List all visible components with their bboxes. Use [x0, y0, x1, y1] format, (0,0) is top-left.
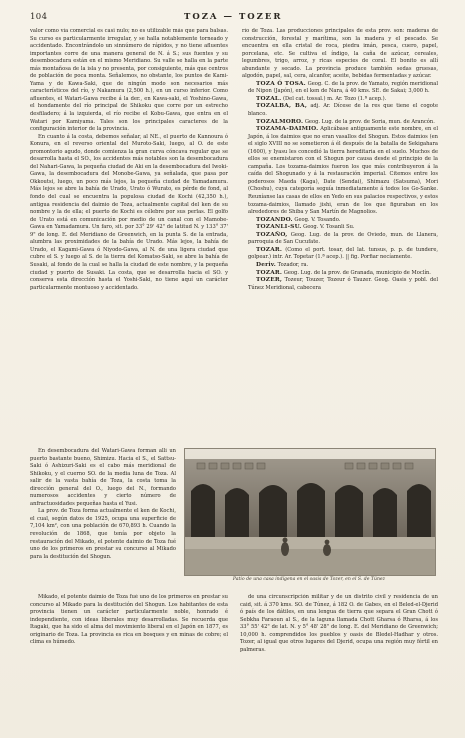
- running-title: TOZA — TOZER: [184, 12, 283, 22]
- bottom-right-text: de una circunscripción militar y de un distrito civil y residencia de un caid, sit. á 370 kms. SO. de Túnez, á 182 O. de Gabes, en el Beled-el-Djerid ó país de los dátiles, en una lengua de tierra que separa el Gran Chott ó Sebkha Faraoun al S., de la laguna llamada Chott Gharsa ó Rharsa, á los 33° 55' 42" de lat. N. y 5° 48' 28" de long. E. del Meridiano de Greenwich; 10,000 h. comprendidos los pueblos y oasis de Bledel-Hadhar y otros. Tozer, al igual que otros lugares del Djerid, ocupa una región muy fértil en palmeras.: [240, 594, 438, 653]
- courtyard-photo: [184, 448, 436, 576]
- dictionary-entry: [242, 217, 438, 225]
- bottom-columns: [30, 594, 438, 704]
- entry-headword: TOZAÑO,: [256, 231, 288, 238]
- entry-headword: TOZA Ó TOSA.: [256, 80, 306, 87]
- entry-definition: Geog. Lug. de la prov. de Soria, mun. de Arancón.: [304, 118, 435, 125]
- dictionary-entry: [242, 262, 438, 270]
- bottom-right-column: [240, 594, 438, 704]
- entry-headword: Deriv.: [256, 261, 276, 268]
- entry-definition: Tozador, ra.: [277, 261, 309, 268]
- entry-definition: (Como el port. tosar, del lat. tunsus, p. p. de tundere, golpear.) intr. Ar. Topetar (1.ª acep.). || fig. Porfiar necíamente.: [248, 246, 438, 261]
- dictionary-entry: [242, 277, 438, 292]
- page-header: [30, 10, 435, 24]
- entry-definition: (Del cat. tossal.) m. Ar. Tozo (1.ª acep.).: [283, 95, 387, 102]
- right-column: [242, 28, 438, 440]
- entry-headword: TOZANDO.: [256, 216, 293, 223]
- entry-definition: adj. Ar. Dícese de la res que tiene el cogote blanco.: [248, 103, 438, 118]
- entry-definition: Geog. V. Tosanli Su.: [303, 224, 355, 231]
- left-paragraph-1: valor como vía comercial es casi nulo; no es utilizable más que para balsas. Su curso es particularmente irregular, y se halla notablemente torneado y accidentado. Encontrándolo un sinnúmero de rápidos, y no tiene afluentes importantes corre de una manera general de N. á S.; sus fuentes y su desembocadura están en el mismo Meridiano. Su valle se halla en la parte más montañosa de la isla y no presenta, por consiguiente, más que centros de población de poca monta. Señalemos, no obstante, los puntos de Kami-Yama y de Kawa-Saki, que de ningún modo son necesarios más característicos del río, y Nakamura (2,500 h.), en un curso inferior. Como afluentes, el Watari-Gawa recibe á la der., en Kawa-saki, el Yoshino-Gawa, el hondamente del río principal de Shikoku que corre por un estrecho desfiladero; á la izquierda, el río recibe el Kobu-Gawa, que entra en el Watari por Kamiyama. Tales son los principales caracteres de la configuración interior de la provincia.: [30, 28, 228, 133]
- left-bottom-paragraph-2: La prov. de Toza forma actualmente el ken de Kochi, el cual, según datos de 1925, ocupa una superficie de 7,104 km², con una población de 670,893 h. Cuando la revolución de 1868, que tenía por objeto la restauración del Mikado, el potente daimio de Toza fué uno de los primeros en prestar su concurso al Mikado para la destitución del Shogun.: [30, 508, 176, 560]
- left-bottom-column: [30, 448, 176, 594]
- left-column: [30, 28, 228, 446]
- entry-headword: TOZALMORO.: [256, 118, 304, 125]
- entry-headword: TOZER,: [256, 277, 283, 284]
- entry-headword: TOZALBA, BA,: [256, 103, 308, 110]
- dictionary-entry: [242, 232, 438, 247]
- entry-headword: TOZAR.: [256, 246, 283, 253]
- right-intro: río de Toza. Las producciones principales de esta prov. son: maderas de construcción, forestal y marítima, son la madera y el pescado. Se encuentra en ella cristal de roca, piedra imán, pesca, cuero, papel, porcelana, etc. Se cultiva el índigo, la caña de azúcar, cereales, legumbres, trigo, arroz, y ricas especies de coral. El bonito es allí abundante y secado. La provincia produce también sedas gruesas, algodón, papel, sal, cera, alcanfor, aceite, bebidas fermentadas y azúcar.: [242, 28, 438, 80]
- entry-definition: Geog. V. Tosando.: [294, 216, 341, 223]
- dictionary-entry: [242, 126, 438, 217]
- entry-headword: TOZANLI-SU.: [256, 224, 302, 231]
- dictionary-entry: [242, 81, 438, 96]
- entry-definition: Geog. Lug. de la prov. de Granada, municipio de Moclín.: [283, 269, 431, 276]
- left-paragraph-2: En cuanto á la costa, debemos señalar, al NE., el puerto de Kannoura ó Konura, en el reverso oriental del Muroto-Saki, luego, al O. de este promontorio agudo, donde comienza la gran curva cóncava regular que se desarrolla hasta el SO., los accidentes más notables son la desembocadura del Nahari-Gawa, la pequeña ciudad de Aki en la desembocadura del Iwoki-Gawa, la desembocadura del Monobe-Gawa, ya señalada, que pasa por Okkoutsi, luego, un poco más lejos, la pequeña ciudad de Yamadamura. Más lejos se abre la bahía de Urado, Urato ó Wurato, es pérde de fond, al fondo del cual se encuentra la populosa ciudad de Kochi (42,350 h.), antigua residencia del daimio de Toza, actualmente capital del ken de su nombre y la de ella; el puerto de Kochi es célebre por sus perlas. El golfo de Urato está en comunicación por medio de un canal con el Mamobe-Gawa en Yamadamura. Un faro, sit. por 33° 29' 42" de latitud N. y 133° 37' 9" de long. E. del Meridiano de Greenwich, en la punta S. de la entrada, alumbra las proximidades de la bahía de Urado. Más lejos, la bahía de Urado, el Kagami-Gawa ó Niyodo-Gawa, al N. de una ligera ciudad que cubre el S. y luego al S. de la tierra del Komatso-Saki, se abre la bahía de Susaki, al fondo de la cual se halla la ciudad de este nombre, y la pequeña ciudad y puerto de Susaki. La costa, que se desarrolla hacia el SO. y conserva esta dirección hasta el Yoshi-Saki, no tiene aquí un carácter particularmente montuoso y accidentado.: [30, 133, 228, 291]
- dictionary-entry: [242, 103, 438, 118]
- dictionary-entries: [242, 81, 438, 292]
- entry-definition: Aplicábase antiguamente este nombre, en el Japón, á los daimios que no eran vasallos del Shogun. Estos daimios (en el siglo XVIII no se sometieron á él después de la batalla de Sekigahara (1600), y Iyasu les concedió la tierra hereditaria en el suelo. Muchos de ellos se enemistaron con el Shogun por causa desde el principio de la campaña. Los tozama-daimios fueron los que más contribuyeron á la caída del Shogunado y á la restauración imperial. Citemos entre los poderosos Maeda (Kaga), Date (Sendai), Shimazu (Satsuma), Mori (Choshu), cuya categoría seguía inmediatamente á todos los Go-Sanke. Reuníanse las casas de ellos en Yedo en sus palacios respectivos, y estos tozama-daimios, llamado jishi, eran de los que figuraban en los alrededores de Shiba y San Martín de Magnolios.: [248, 126, 438, 216]
- page-number: 104: [30, 12, 48, 22]
- entry-definition: Tozeur, Touzer, Tozeur ó Tauzer. Geog. Oasis y pobl. del Túnez Meridional, cabecera: [248, 277, 438, 291]
- entry-headword: TOZAMA-DAIMIO.: [256, 126, 319, 133]
- left-bottom-paragraph-1: En desembocadura del Watari-Gawa forman allí un puerto bastante bueno, Shimizu. Hacia el S., el Sattsu-Saki ó Ashizuri-Saki es el cabo más meridional de Shikoku, y el cuerno SO. de la media luna de Toza. Al salir de la vasta bahía de Toza, la costa toma la dirección general del O., luego del N., formando numerosos accidentes y cierto número de anfractuosidades pequeñas hasta el Yusi.: [30, 448, 176, 507]
- dictionary-entry: [242, 270, 438, 278]
- dictionary-entry: [242, 119, 438, 127]
- entry-headword: TOZAR.: [256, 269, 283, 276]
- bottom-left-text: Mikado, el potente daimio de Toza fué uno de los primeros en prestar su concurso al Mikado para la destitución del Shogun. Los habitantes de esta provincia tienen un carácter particularmente noble, honrado é independiente, con ideas liberales muy desarrolladas. Se recuerda que Itagaki, que ha sido el alma del movimiento liberal en el Japón en 1877, es originario de Toza. La provincia es rica en bosques y en minas de cobre; el clima es húmedo.: [30, 594, 228, 646]
- entry-definition: Geog. C. de la prov. de Yamato, región meridional de Nipon (Japón), en el ken de Nara, á 40 kms. SE. de Sakai; 3,000 h.: [248, 80, 438, 95]
- entry-headword: TOZAL.: [256, 95, 282, 102]
- photo-caption: Patio de una casa indígena en el oasis de Tozer, en el S. de Túnez: [232, 577, 386, 582]
- dictionary-entry: [242, 224, 438, 232]
- dictionary-entry: [242, 247, 438, 262]
- entry-definition: Geog. Lug. de la prov. de Oviedo, mun. de Llanera, parroquia de San Cucufate.: [248, 231, 438, 246]
- courtyard-illustration: [185, 449, 435, 575]
- bottom-left-column: [30, 594, 228, 704]
